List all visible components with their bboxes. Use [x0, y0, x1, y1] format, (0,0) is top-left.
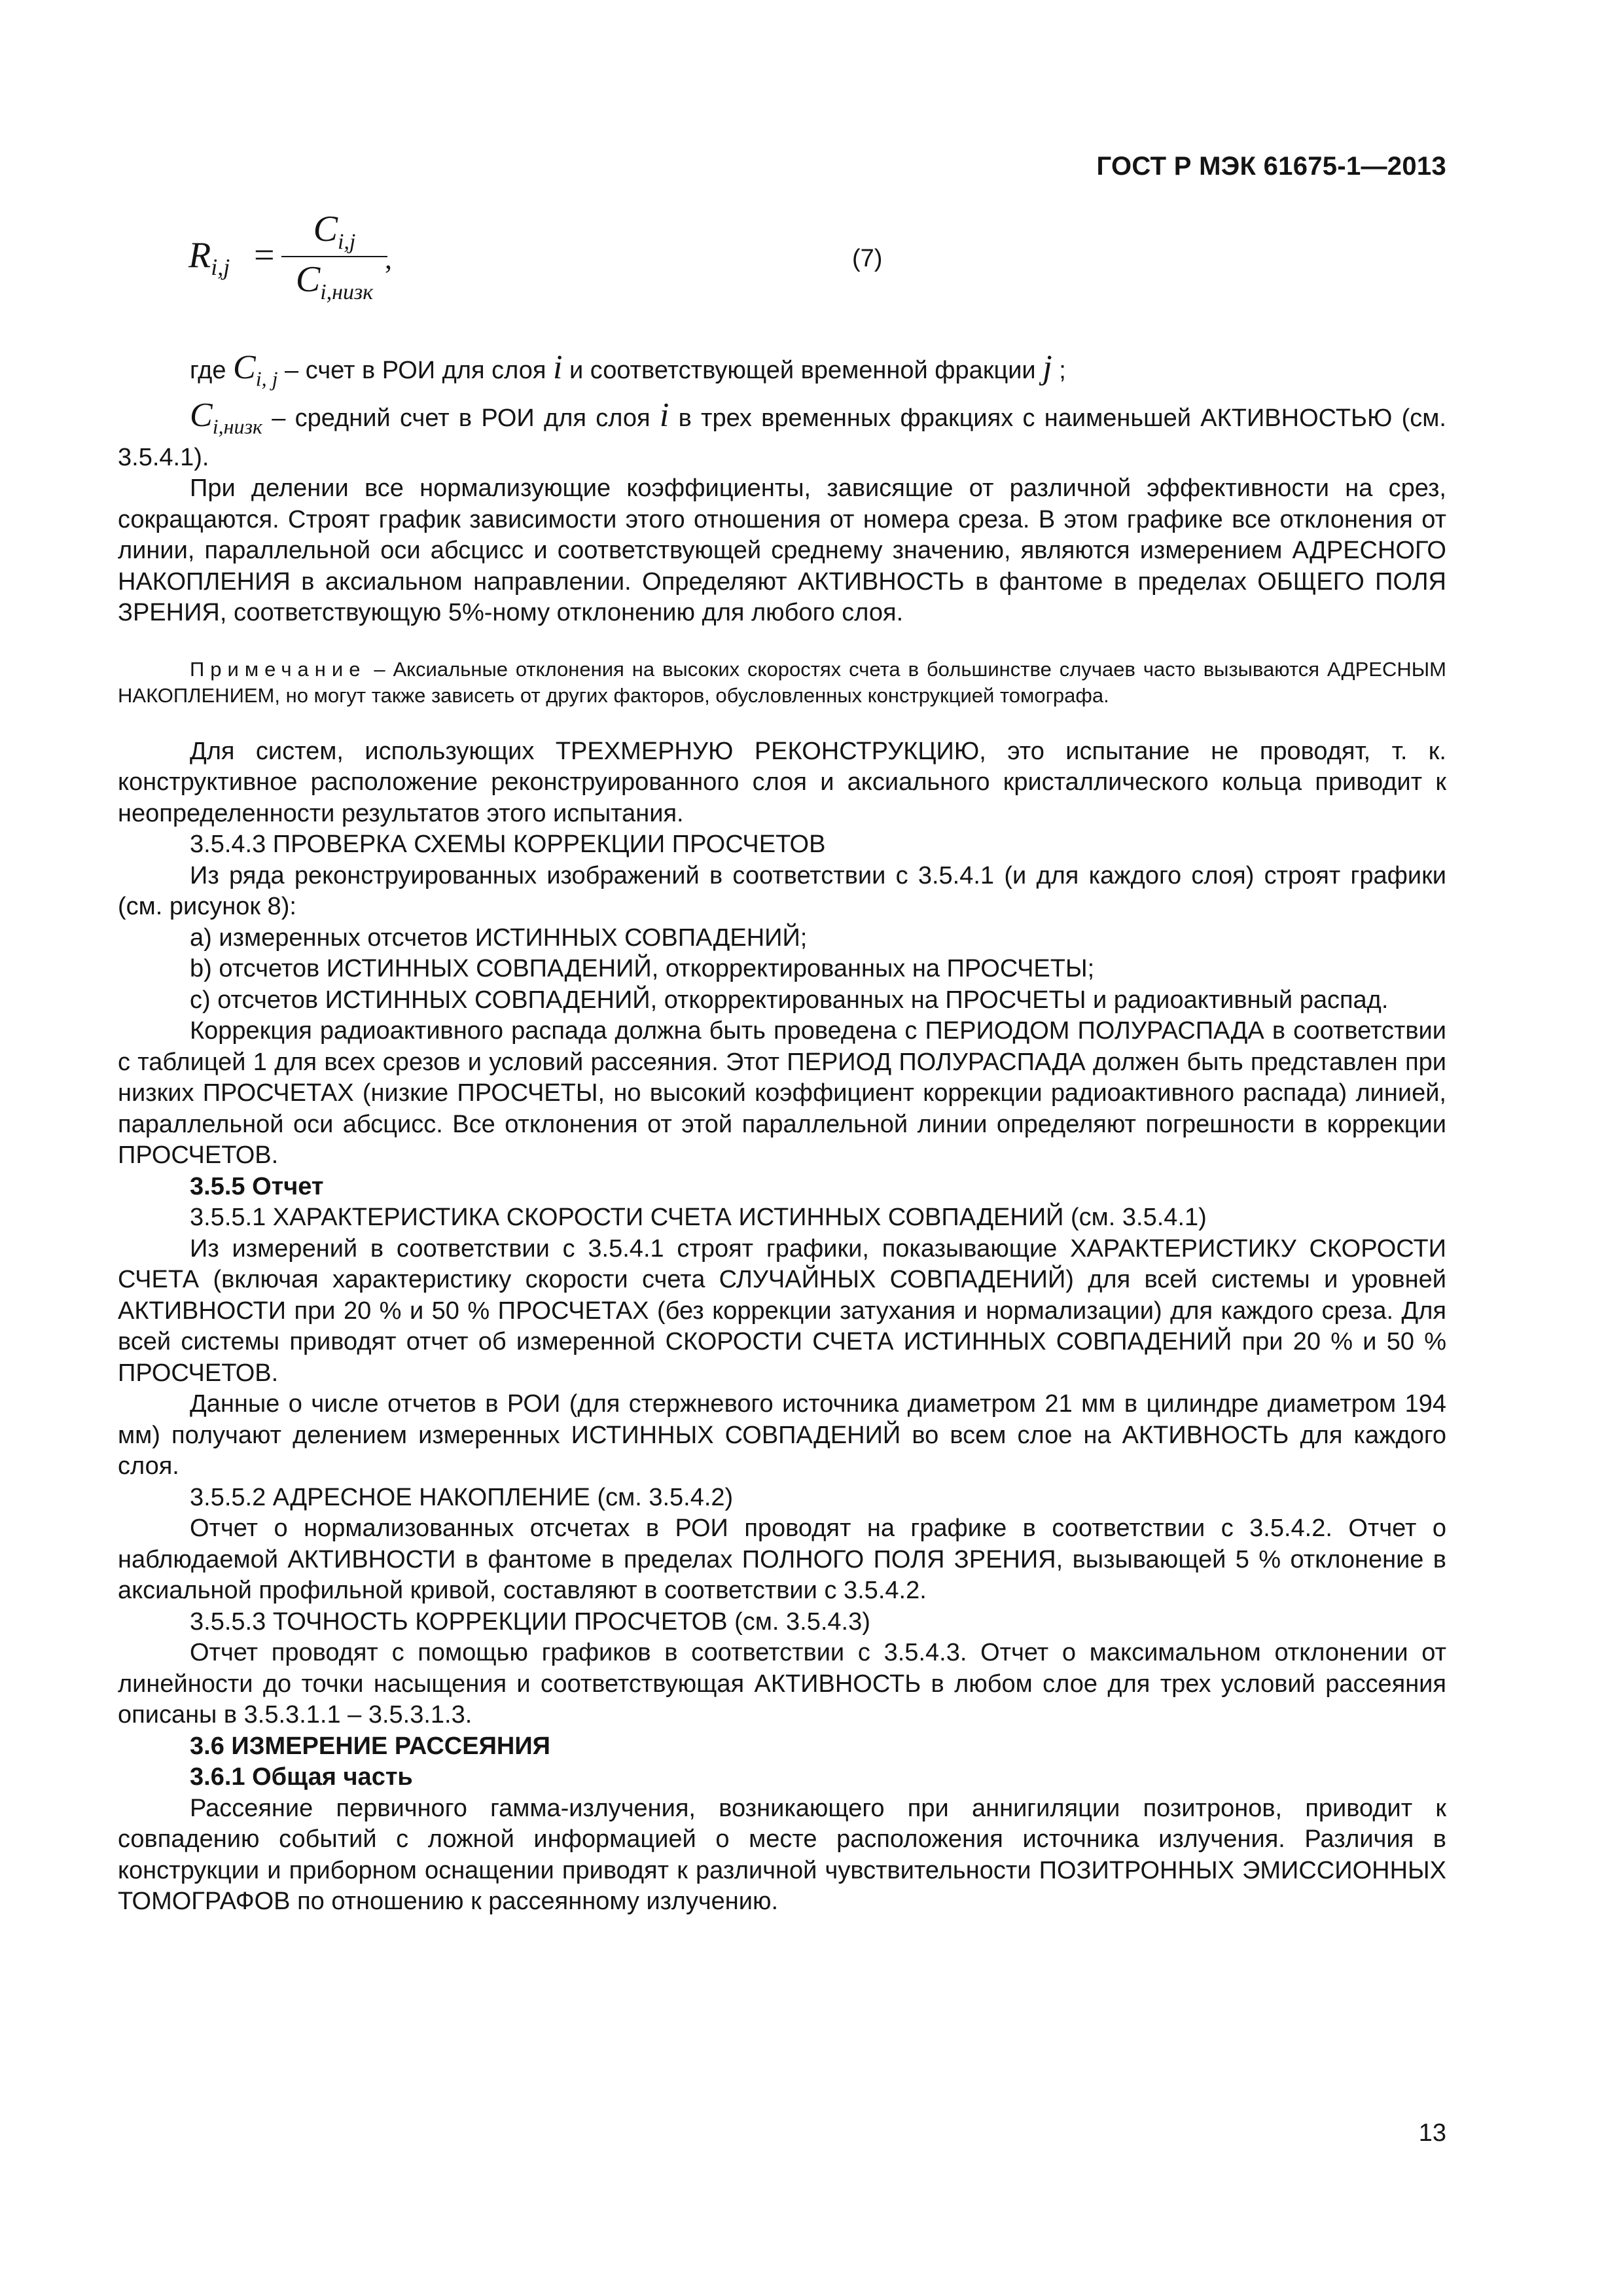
- list-item-c: c) отсчетов ИСТИННЫХ СОВПАДЕНИЙ, откорректированных на ПРОСЧЕТЫ и радиоактивный распад.: [190, 986, 1389, 1014]
- list-item-a: a) измеренных отсчетов ИСТИННЫХ СОВПАДЕНИЙ;: [190, 924, 808, 952]
- formula-7: [188, 208, 908, 326]
- formula-comma: ,: [385, 243, 392, 275]
- section-heading-36: 3.6 ИЗМЕРЕНИЕ РАССЕЯНИЯ: [190, 1732, 550, 1760]
- body-text: [118, 349, 1446, 1918]
- formula-number: (7): [852, 245, 883, 272]
- formula-denominator: $C_{i,низк}$: [295, 259, 374, 305]
- definition-c-ij: где $C_{i, j}$ – счет в РОИ для слоя i и соответствующей временной фракции j ;: [190, 349, 1066, 391]
- section-heading-3552: 3.5.5.2 АДРЕСНОЕ НАКОПЛЕНИЕ (см. 3.5.4.2): [190, 1483, 734, 1511]
- paragraph: Отчет о нормализованных отсчетах в РОИ проводят на графике в соответствии с 3.5.4.2. Отчет о наблюдаемой АКТИВНОСТИ в фантоме в пределах ПОЛНОГО ПОЛЯ ЗРЕНИЯ, вызывающей 5 % отклонение в аксиальной профильной кривой, составляют в соответствии с 3.5.4.2.: [118, 1515, 1446, 1605]
- section-heading-3543: 3.5.4.3 ПРОВЕРКА СХЕМЫ КОРРЕКЦИИ ПРОСЧЕТОВ: [190, 831, 826, 859]
- page-number: 13: [1418, 2119, 1446, 2147]
- definition-c-low: $C_{i,низк}$ – средний счет в РОИ для слоя i в трех временных фракциях с наименьшей АКТИВНОСТЬЮ (см. 3.5.4.1).: [118, 396, 1446, 471]
- paragraph: При делении все нормализующие коэффициенты, зависящие от различной эффективности на срез, сокращаются. Строят график зависимости этого отношения от номера среза. В этом графике все отклонения от линии, параллельной оси абсцисс и соответствующей среднему значению, являются измерением АДРЕСНОГО НАКОПЛЕНИЯ в аксиальном направлении. Определяют АКТИВНОСТЬ в фантоме в пределах ОБЩЕГО ПОЛЯ ЗРЕНИЯ, соответствующую 5%-ному отклонению для любого слоя.: [118, 475, 1446, 627]
- note: Примечание – Аксиальные отклонения на высоких скоростях счета в большинстве случаев часто вызываются АДРЕСНЫМ НАКОПЛЕНИЕМ, но могут также зависеть от других факторов, обусловленных конструкцией томографа.: [118, 657, 1446, 707]
- formula-numerator: $C_{i,j}$: [313, 209, 356, 255]
- paragraph: Из ряда реконструированных изображений в соответствии с 3.5.4.1 (и для каждого слоя) строят графики (см. рисунок 8):: [118, 861, 1446, 921]
- section-heading-361: 3.6.1 Общая часть: [190, 1763, 413, 1791]
- list-item-b: b) отсчетов ИСТИННЫХ СОВПАДЕНИЙ, откорректированных на ПРОСЧЕТЫ;: [190, 955, 1095, 983]
- standard-header: ГОСТ Р МЭК 61675-1—2013: [1096, 152, 1446, 181]
- paragraph: Для систем, использующих ТРЕХМЕРНУЮ РЕКОНСТРУКЦИЮ, это испытание не проводят, т. к. конструктивное расположение реконструированного слоя и аксиального кристаллического кольца приводит к неопределенности результатов этого испытания.: [118, 737, 1446, 827]
- paragraph: Коррекция радиоактивного распада должна быть проведена с ПЕРИОДОМ ПОЛУРАСПАДА в соответствии с таблицей 1 для всех срезов и условий рассеяния. Этот ПЕРИОД ПОЛУРАСПАДА должен быть представлен при низких ПРОСЧЕТАХ (низкие ПРОСЧЕТЫ, но высокий коэффициент коррекции радиоактивного распада) линией, параллельной оси абсцисс. Все отклонения от этой параллельной линии определяют погрешности в коррекции ПРОСЧЕТОВ.: [118, 1017, 1446, 1170]
- section-heading-3551: 3.5.5.1 ХАРАКТЕРИСТИКА СКОРОСТИ СЧЕТА ИСТИННЫХ СОВПАДЕНИЙ (см. 3.5.4.1): [190, 1204, 1207, 1232]
- note-label: Примечание: [190, 657, 366, 681]
- paragraph: Данные о числе отчетов в РОИ (для стержневого источника диаметром 21 мм в цилиндре диаметром 194 мм) получают делением измеренных ИСТИННЫХ СОВПАДЕНИЙ во всем слое на АКТИВНОСТЬ для каждого слоя.: [118, 1390, 1446, 1480]
- paragraph: Отчет проводят с помощью графиков в соответствии с 3.5.4.3. Отчет о максимальном отклонении от линейности до точки насыщения и соответствующая АКТИВНОСТЬ в любом слое для трех условий рассеяния описаны в 3.5.3.1.1 – 3.5.3.1.3.: [118, 1639, 1446, 1729]
- section-heading-3553: 3.5.5.3 ТОЧНОСТЬ КОРРЕКЦИИ ПРОСЧЕТОВ (см. 3.5.4.3): [190, 1607, 870, 1636]
- paragraph: Из измерений в соответствии с 3.5.4.1 строят графики, показывающие ХАРАКТЕРИСТИКУ СКОРОСТИ СЧЕТА (включая характеристику скорости счета СЛУЧАЙНЫХ СОВПАДЕНИЙ) для всей системы и уровней АКТИВНОСТИ при 20 % и 50 % ПРОСЧЕТАХ (без коррекции затухания и нормализации) для каждого среза. Для всей системы приводят отчет об измеренной СКОРОСТИ СЧЕТА ИСТИННЫХ СОВПАДЕНИЙ при 20 % и 50 % ПРОСЧЕТОВ.: [118, 1234, 1446, 1387]
- formula-equals: =: [254, 235, 275, 276]
- section-heading-355: 3.5.5 Отчет: [190, 1172, 324, 1200]
- formula-lhs: $R_{i,j}$: [188, 235, 230, 281]
- formula-fraction: [285, 208, 383, 305]
- paragraph: Рассеяние первичного гамма-излучения, возникающего при аннигиляции позитронов, приводит к совпадению событий с ложной информацией о месте расположения источника излучения. Различия в конструкции и приборном оснащении приводят к различной чувствительности ПОЗИТРОННЫХ ЭМИССИОННЫХ ТОМОГРАФОВ по отношению к рассеянному излучению.: [118, 1794, 1446, 1916]
